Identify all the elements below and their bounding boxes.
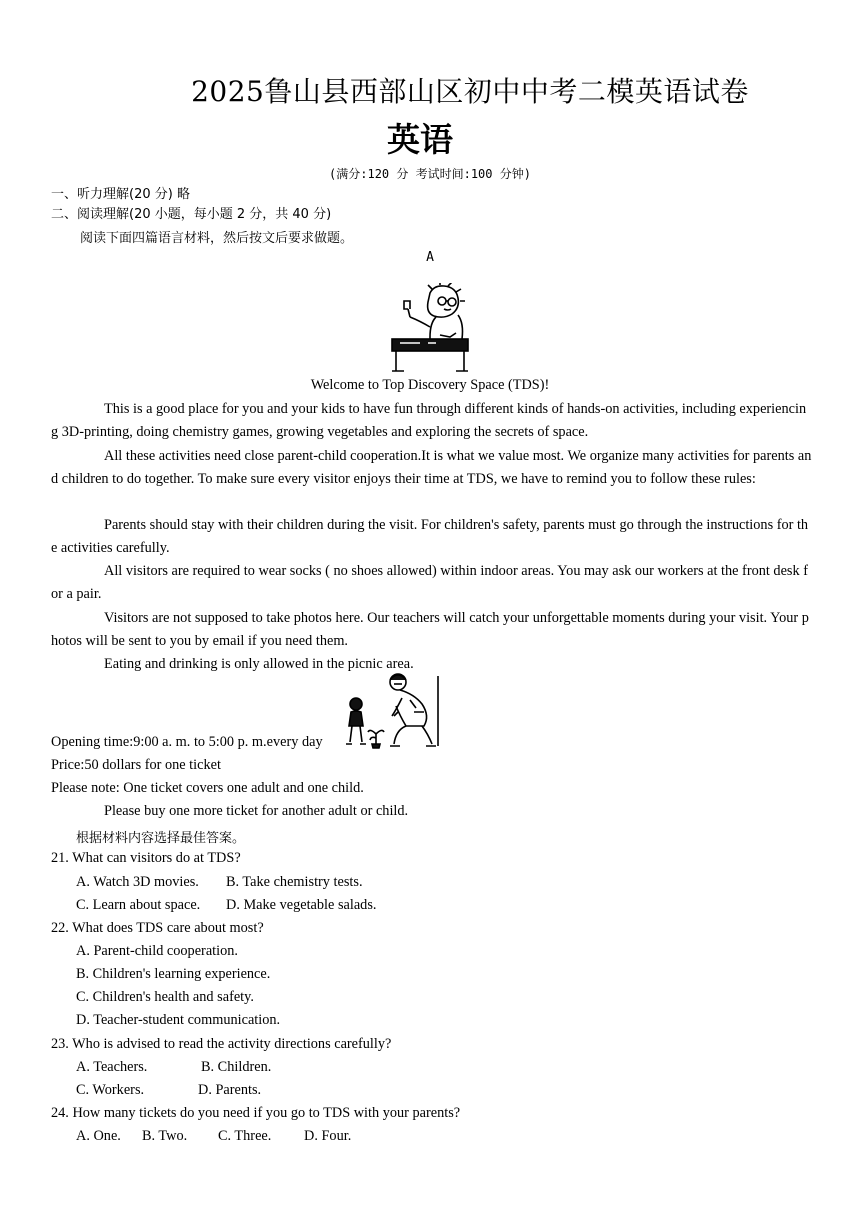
- q24-option-b: B. Two.: [142, 1128, 188, 1144]
- q23-option-d: D. Parents.: [198, 1082, 262, 1098]
- parent-child-illustration: [340, 672, 440, 750]
- ticket-price: Price:50 dollars for one ticket: [51, 757, 221, 773]
- question-instruction: 根据材料内容选择最佳答案。: [76, 831, 246, 846]
- section-reading: 二、阅读理解(20 小题，每小题 2 分，共 40 分): [51, 207, 332, 222]
- exam-title: 2025鲁山县西部山区初中中考二模英语试卷: [191, 75, 749, 108]
- subject-title: 英语: [387, 120, 453, 159]
- opening-time: Opening time:9:00 a. m. to 5:00 p. m.every day: [51, 734, 323, 750]
- passage-heading: Welcome to Top Discovery Space (TDS)!: [310, 377, 550, 393]
- paragraph-1: This is a good place for you and your kids to have fun through different kinds of hands-on activities, including experiencing 3D-printing, doing chemistry games, growing vegetables and exploring the secrets of space.: [51, 401, 807, 441]
- paragraph-5: Visitors are not supposed to take photos here. Our teachers will catch your unforgettable moments during your visit. Your photos will be sent to you by email if you need them.: [51, 610, 809, 650]
- ticket-note-2: Please buy one more ticket for another adult or child.: [104, 803, 409, 819]
- paragraph-6: Eating and drinking is only allowed in the picnic area.: [104, 656, 414, 672]
- q23-option-a: A. Teachers.: [76, 1059, 148, 1075]
- section-listening: 一、听力理解(20 分) 略: [51, 187, 190, 202]
- q22-option-b: B. Children's learning experience.: [76, 966, 271, 982]
- q22-option-c: C. Children's health and safety.: [76, 989, 254, 1005]
- q21-option-d: D. Make vegetable salads.: [226, 897, 377, 913]
- score-info: (满分:120 分 考试时间:100 分钟): [329, 167, 531, 181]
- passage-label: A: [426, 250, 434, 265]
- q23-option-b: B. Children.: [201, 1059, 272, 1075]
- question-22-stem: 22. What does TDS care about most?: [51, 920, 264, 936]
- q24-option-c: C. Three.: [218, 1128, 272, 1144]
- q21-option-b: B. Take chemistry tests.: [226, 874, 363, 890]
- q22-option-d: D. Teacher-student communication.: [76, 1012, 281, 1028]
- ticket-note-1: Please note: One ticket covers one adult and one child.: [51, 780, 364, 796]
- reading-instruction: 阅读下面四篇语言材料，然后按文后要求做题。: [80, 231, 354, 246]
- question-23-stem: 23. Who is advised to read the activity directions carefully?: [51, 1036, 392, 1052]
- scientist-illustration: [388, 283, 472, 373]
- q24-option-d: D. Four.: [304, 1128, 352, 1144]
- q21-option-c: C. Learn about space.: [76, 897, 201, 913]
- paragraph-3: Parents should stay with their children during the visit. For children's safety, parents must go through the instructions for the activities carefully.: [51, 517, 809, 557]
- q23-option-c: C. Workers.: [76, 1082, 145, 1098]
- question-21-stem: 21. What can visitors do at TDS?: [51, 850, 241, 866]
- paragraph-2: All these activities need close parent-child cooperation.It is what we value most. We organize many activities for parents and children to do together. To make sure every visitor enjoys their time at TDS, we have to remind you to follow these rules:: [51, 448, 812, 488]
- q24-option-a: A. One.: [76, 1128, 121, 1144]
- paragraph-4: All visitors are required to wear socks ( no shoes allowed) within indoor areas. You may ask our workers at the front desk for a pair.: [51, 563, 808, 603]
- q21-option-a: A. Watch 3D movies.: [76, 874, 199, 890]
- q22-option-a: A. Parent-child cooperation.: [76, 943, 238, 959]
- question-24-stem: 24. How many tickets do you need if you go to TDS with your parents?: [51, 1105, 461, 1121]
